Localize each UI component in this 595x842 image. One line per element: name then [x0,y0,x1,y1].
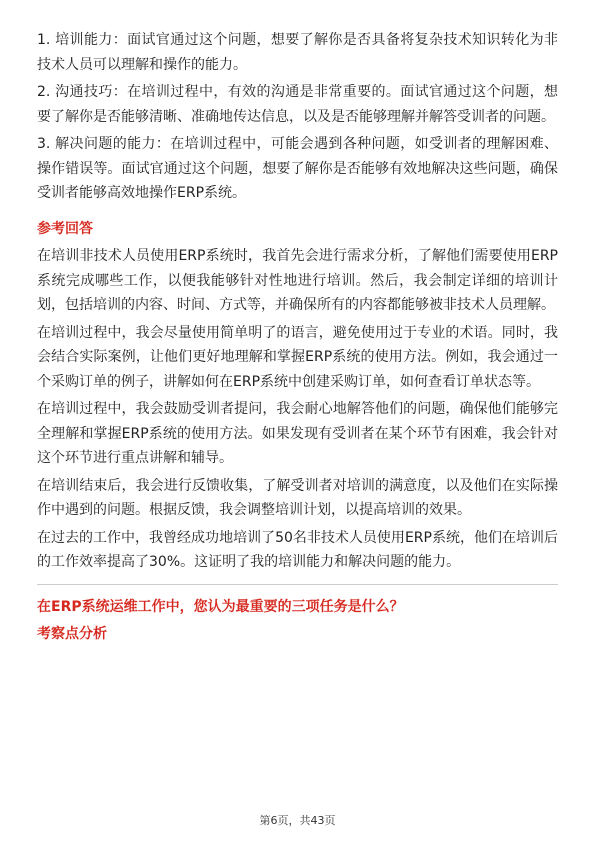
point-training-ability: 1. 培训能力：面试官通过这个问题，想要了解你是否具备将复杂技术知识转化为非技术人员可以理解和操作的能力。 [37,32,558,73]
answer-paragraph: 在培训过程中，我会尽量使用简单明了的语言，避免使用过于专业的术语。同时，我会结合实际案例，让他们更好地理解和掌握ERP系统的使用方法。例如，我会通过一个采购订单的例子，讲解如何在ERP系统中创建采购订单，如何查看订单状态等。 [37,324,558,390]
document-page [37,28,558,650]
section-divider [37,584,558,585]
analysis-section-title: 考察点分析 [37,626,107,642]
next-question-heading: 在ERP系统运维工作中，您认为最重要的三项任务是什么？ [37,598,404,615]
answer-paragraph: 在培训非技术人员使用ERP系统时，我首先会进行需求分析，了解他们需要使用ERP系统完成哪些工作，以便我能够针对性地进行培训。然后，我会制定详细的培训计划，包括培训的内容、时间、方式等，并确保所有的内容都能够被非技术人员理解。 [37,248,558,313]
point-communication-skills: 2. 沟通技巧：在培训过程中，有效的沟通是非常重要的。面试官通过这个问题，想要了解你是否能够清晰、准确地传达信息，以及是否能够理解并解答受训者的问题。 [37,84,558,125]
page-footer: 第6页，共43页 [259,814,336,827]
answer-section-title: 参考回答 [37,220,93,237]
answer-paragraph: 在培训过程中，我会鼓励受训者提问，我会耐心地解答他们的问题，确保他们能够完全理解和掌握ERP系统的使用方法。如果发现有受训者在某个环节有困难，我会针对这个环节进行重点讲解和辅导。 [37,401,558,466]
point-problem-solving: 3. 解决问题的能力：在培训过程中，可能会遇到各种问题，如受训者的理解困难、操作错误等。面试官通过这个问题，想要了解你是否能够有效地解决这些问题，确保受训者能够高效地操作ERP系统。 [37,136,558,201]
answer-paragraph: 在培训结束后，我会进行反馈收集，了解受训者对培训的满意度，以及他们在实际操作中遇到的问题。根据反馈，我会调整培训计划，以提高培训的效果。 [37,477,558,518]
answer-paragraph: 在过去的工作中，我曾经成功地培训了50名非技术人员使用ERP系统，他们在培训后的工作效率提高了30%。这证明了我的培训能力和解决问题的能力。 [37,529,558,570]
